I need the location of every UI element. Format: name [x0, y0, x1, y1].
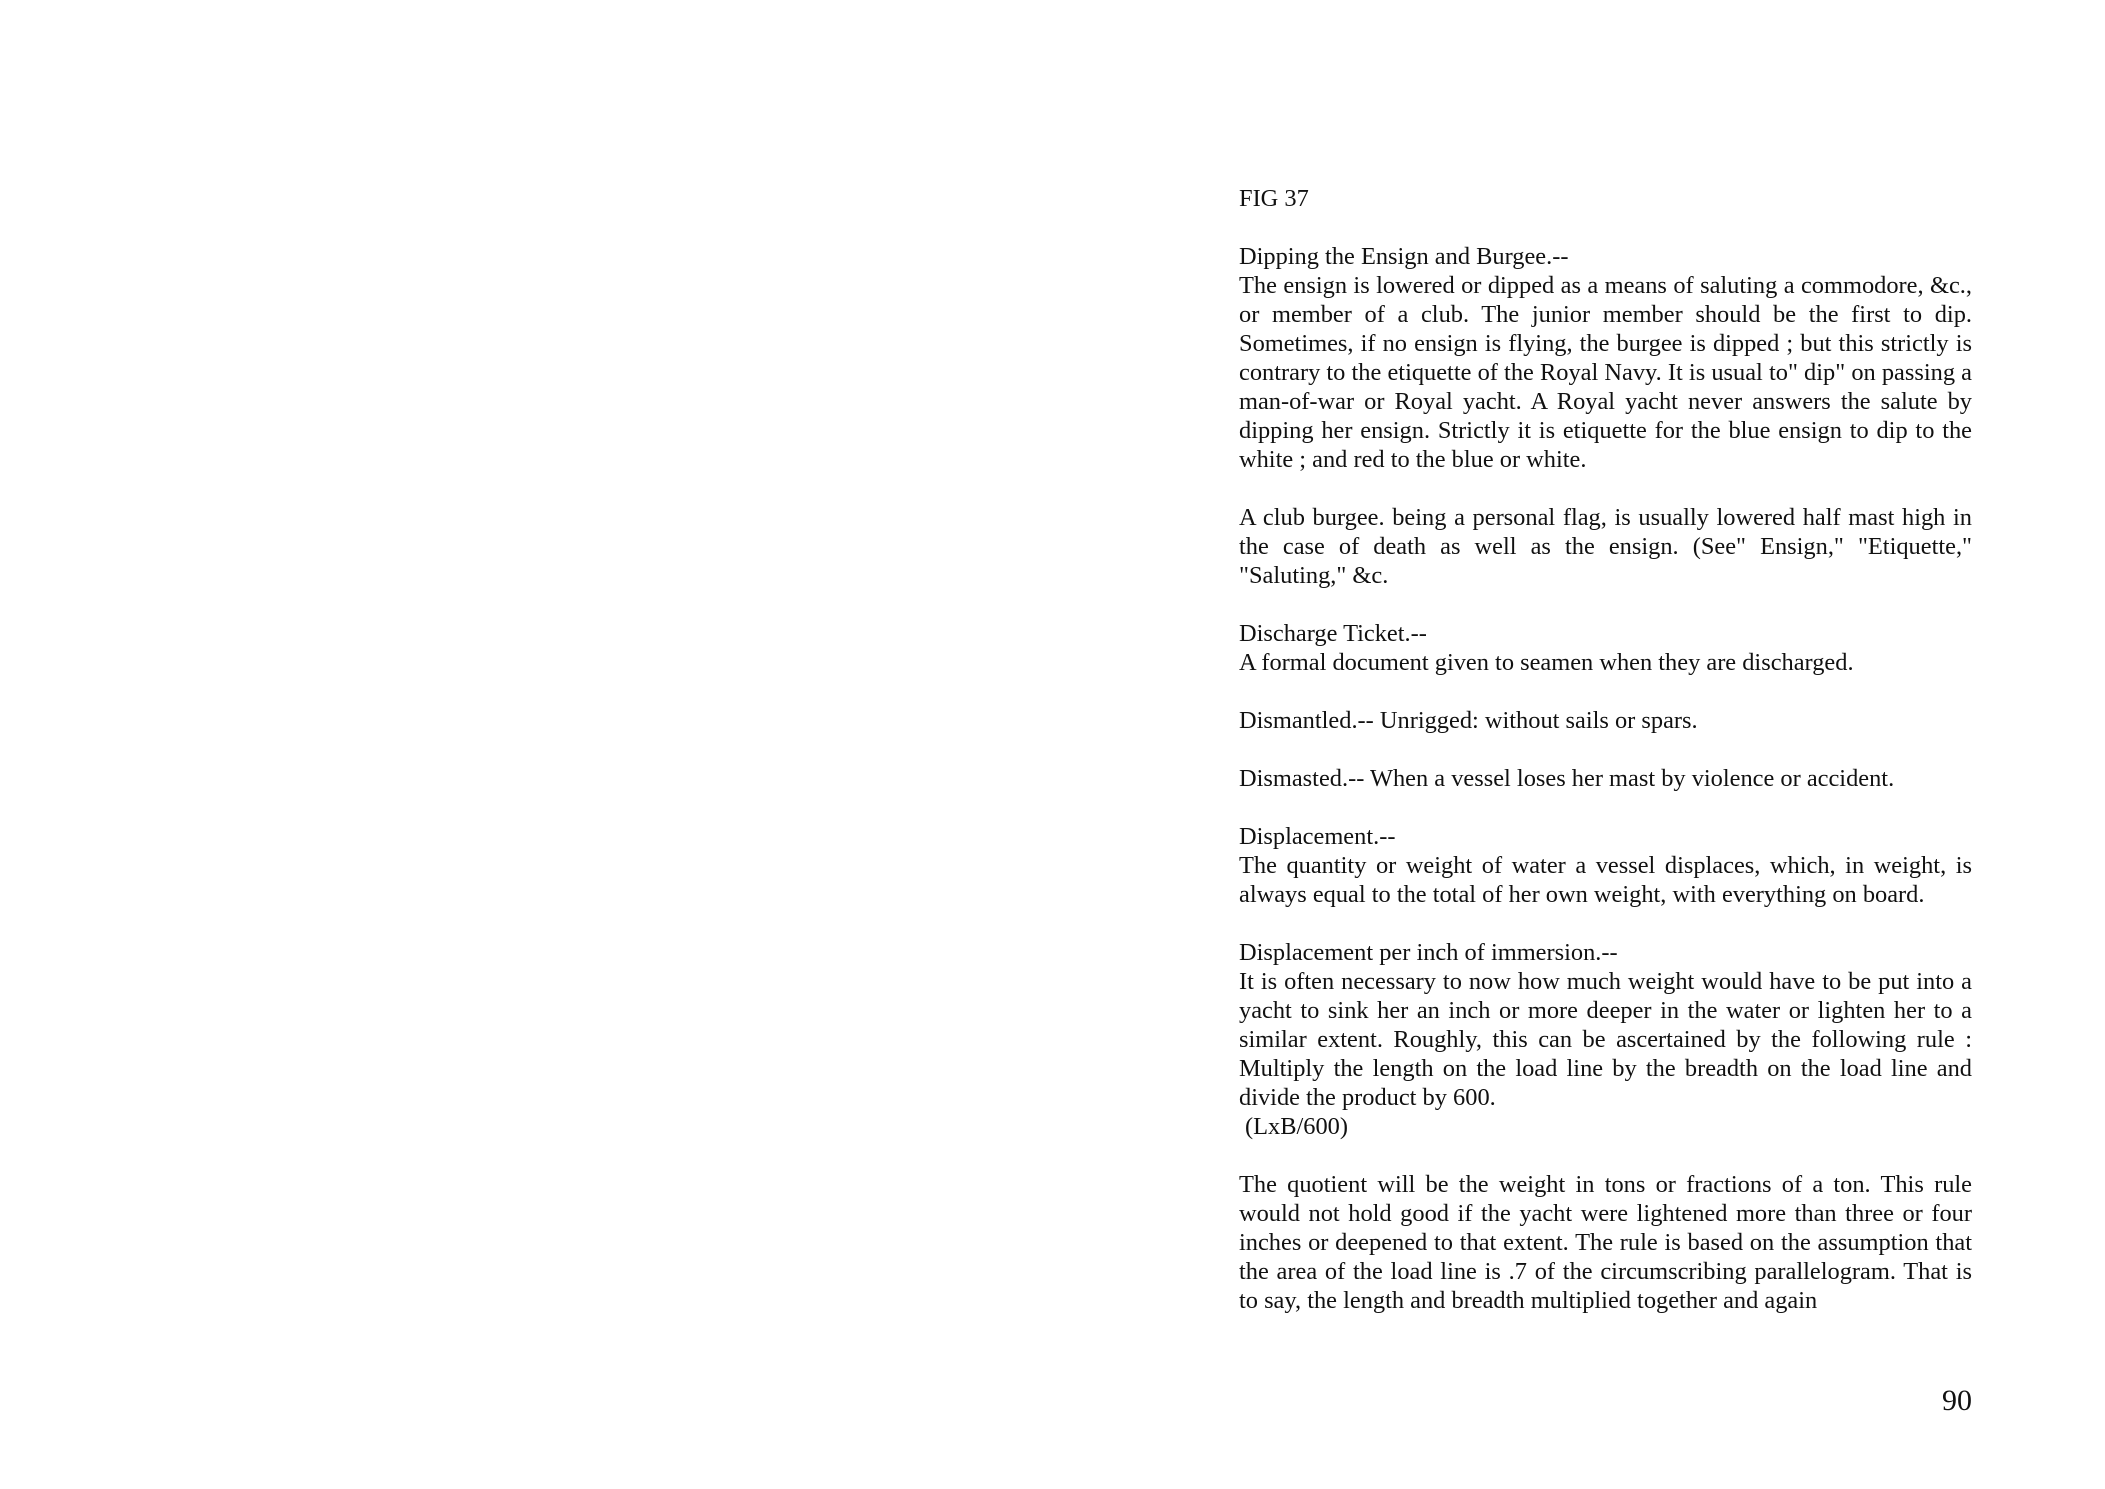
page-number: 90	[1942, 1384, 1972, 1417]
entry-body: The quantity or weight of water a vessel displaces, which, in weight, is always equal to the total of her own weight, with everything on board.	[1239, 852, 1972, 908]
paragraph-club-burgee: A club burgee. being a personal flag, is usually lowered half mast high in the case of death as well as the ensign. (See" Ensign," "Etiquette," "Saluting," &c.	[1239, 504, 1972, 589]
entry-discharge-ticket	[1239, 619, 1972, 677]
entry-dipping-ensign	[1239, 242, 1972, 474]
figure-label: FIG 37	[1239, 185, 1309, 212]
paragraph-quotient: The quotient will be the weight in tons or fractions of a ton. This rule would not hold good if the yacht were lightened more than three or four inches or deepened to that extent. The rule is based on the assumption that the area of the load line is .7 of the circumscribing parallelogram. That is to say, the length and breadth multiplied together and again	[1239, 1171, 1972, 1314]
paragraph-dismantled: Dismantled.-- Unrigged: without sails or spars.	[1239, 707, 1698, 734]
entry-body: A formal document given to seamen when they are discharged.	[1239, 649, 1854, 676]
entry-heading: Discharge Ticket.--	[1239, 620, 1427, 647]
paragraph-dismasted: Dismasted.-- When a vessel loses her mast by violence or accident.	[1239, 765, 1895, 792]
entry-body: The ensign is lowered or dipped as a means of saluting a commodore, &c., or member of a club. The junior member should be the first to dip. Sometimes, if no ensign is flying, the burgee is dipped ; but this strictly is contrary to the etiquette of the Royal Navy. It is usual to" dip" on passing a man-of-war or Royal yacht. A Royal yacht never answers the salute by dipping her ensign. Strictly it is etiquette for the blue ensign to dip to the white ; and red to the blue or white.	[1239, 272, 1972, 473]
entry-displacement	[1239, 822, 1972, 909]
entry-heading: Displacement.--	[1239, 823, 1396, 850]
entry-body: It is often necessary to now how much weight would have to be put into a yacht to sink her an inch or more deeper in the water or lighten her to a similar extent. Roughly, this can be ascertained by the following rule : Multiply the length on the load line by the breadth on the load line and divide the product by 600.	[1239, 968, 1972, 1111]
entry-heading: Dipping the Ensign and Burgee.--	[1239, 243, 1569, 270]
entry-displacement-per-inch	[1239, 938, 1972, 1141]
entry-heading: Displacement per inch of immersion.--	[1239, 939, 1618, 966]
text-column	[1239, 184, 1972, 1344]
formula: (LxB/600)	[1245, 1113, 1348, 1140]
